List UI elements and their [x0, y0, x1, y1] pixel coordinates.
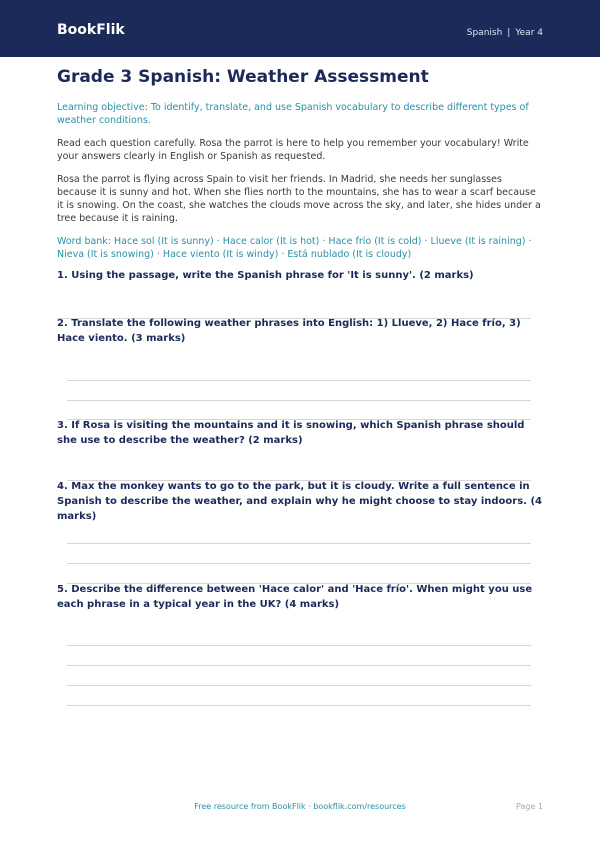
learning-objective: Learning objective: To identify, translate, and use Spanish vocabulary to describe different types of weather conditions. — [57, 102, 529, 126]
page-title: Grade 3 Spanish: Weather Assessment — [57, 67, 429, 87]
worksheet-intro — [57, 66, 543, 261]
header-meta — [467, 28, 543, 38]
subject-label: Spanish — [466, 28, 503, 38]
answer-line[interactable] — [67, 665, 531, 666]
answer-line[interactable] — [67, 563, 531, 564]
answer-line[interactable] — [67, 380, 531, 381]
question-4: 4. Max the monkey wants to go to the park, but it is cloudy. Write a full sentence in Spanish to describe the weather, and explain why he might choose to stay indoors. (4 marks) — [57, 481, 542, 522]
footer-credit[interactable]: Free resource from BookFlik · bookflik.com/resources — [194, 802, 406, 811]
instructions: Read each question carefully. Rosa the parrot is here to help you remember your vocabulary! Write your answers clearly in English or Spanish as requested. — [57, 138, 529, 162]
page-header — [0, 0, 600, 57]
year-label: Year 4 — [515, 28, 543, 38]
brand-logo[interactable]: BookFlik — [57, 22, 125, 38]
page-number: Page 1 — [516, 802, 543, 811]
question-3: 3. If Rosa is visiting the mountains and it is snowing, which Spanish phrase should she use to describe the weather? (2 marks) — [57, 420, 525, 446]
meta-separator: | — [507, 28, 511, 38]
answer-line[interactable] — [67, 543, 531, 544]
answer-line[interactable] — [67, 645, 531, 646]
word-bank: Word bank: Hace sol (It is sunny) · Hace calor (It is hot) · Hace frío (It is cold) · Llueve (It is raining) · Nieva (It is snowing) · Hace viento (It is windy) · Está nublado (It is cloudy) — [57, 236, 532, 260]
answer-line[interactable] — [67, 685, 531, 686]
answer-line[interactable] — [67, 705, 531, 706]
answer-line[interactable] — [67, 400, 531, 401]
question-1: 1. Using the passage, write the Spanish phrase for 'It is sunny'. (2 marks) — [57, 270, 474, 281]
reading-passage: Rosa the parrot is flying across Spain to visit her friends. In Madrid, she needs her sunglasses because it is sunny and hot. When she flies north to the mountains, she has to wear a scarf because it is snowing. On the coast, she watches the clouds move across the sky, and later, she hides under a tree because it is raining. — [57, 174, 541, 224]
question-5: 5. Describe the difference between 'Hace calor' and 'Hace frío'. When might you use each phrase in a typical year in the UK? (4 marks) — [57, 584, 533, 610]
question-2: 2. Translate the following weather phrases into English: 1) Llueve, 2) Hace frío, 3) Hace viento. (3 marks) — [57, 318, 521, 344]
